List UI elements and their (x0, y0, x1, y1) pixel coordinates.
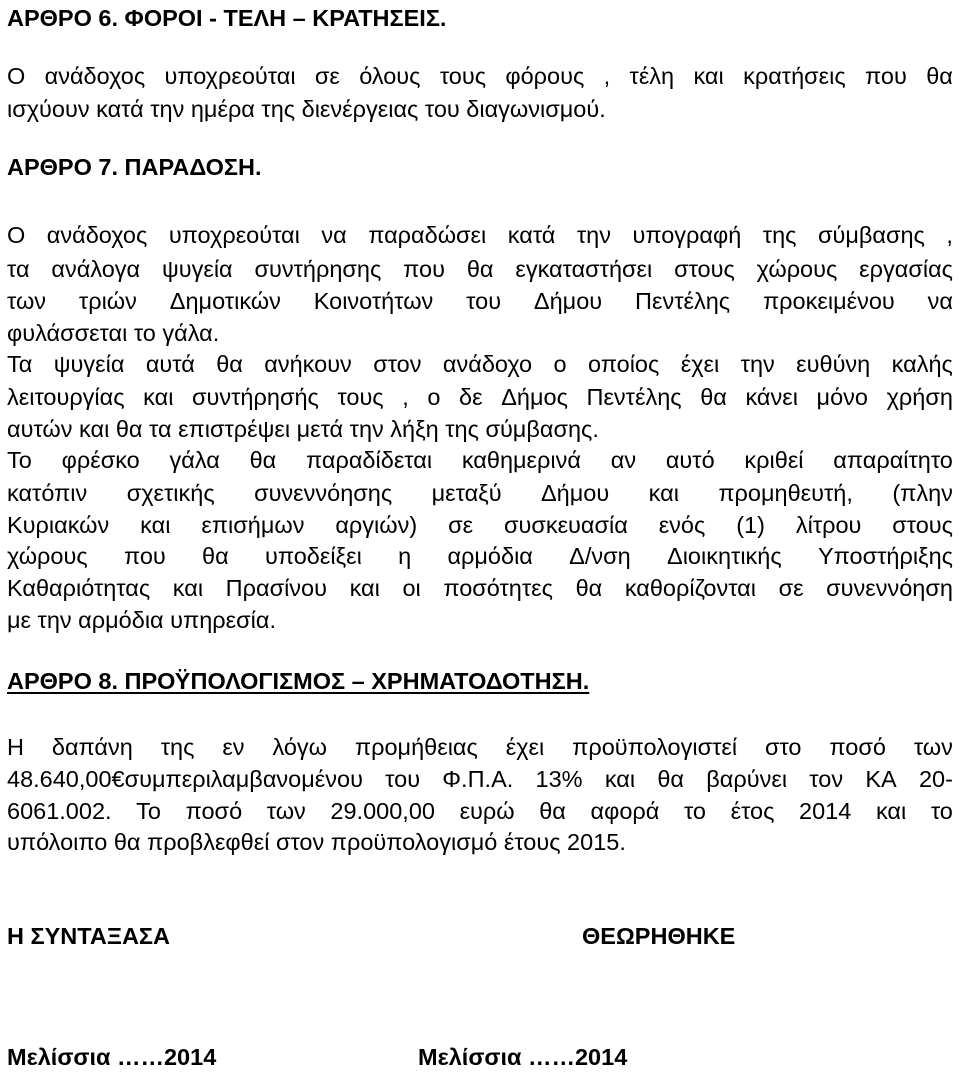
article-8-line: Η δαπάνη της εν λόγω προμήθειας έχει προϋπολογιστεί στο ποσό των (7, 734, 953, 760)
signature-right-date: Μελίσσια ……2014 (418, 1044, 628, 1070)
signature-right-title: ΘΕΩΡΗΘΗΚΕ (582, 923, 736, 949)
article-7-line: Τα ψυγεία αυτά θα ανήκουν στον ανάδοχο ο οποίος έχει την ευθύνη καλής (7, 351, 953, 377)
article-7-line: Ο ανάδοχος υποχρεούται να παραδώσει κατά την υπογραφή της σύμβασης , (7, 222, 953, 248)
article-7-line: λειτουργίας και συντήρησής τους , ο δε Δήμος Πεντέλης θα κάνει μόνο χρήση (7, 384, 953, 410)
article-7-line: τα ανάλογα ψυγεία συντήρησης που θα εγκαταστήσει στους χώρους εργασίας (7, 256, 953, 282)
article-7-line: με την αρμόδια υπηρεσία. (7, 607, 276, 633)
article-7-line: Καθαριότητας και Πρασίνου και οι ποσότητες θα καθορίζονται σε συνεννόηση (7, 575, 953, 601)
article-7-line: χώρους που θα υποδείξει η αρμόδια Δ/νση Διοικητικής Υποστήριξης (7, 543, 953, 569)
article-7-line: των τριών Δημοτικών Κοινοτήτων του Δήμου Πεντέλης προκειμένου να (7, 288, 953, 314)
article-8-line: υπόλοιπο θα προβλεφθεί στον προϋπολογισμό έτους 2015. (7, 829, 626, 855)
article-8-line: 6061.002. Το ποσό των 29.000,00 ευρώ θα αφορά το έτος 2014 και το (7, 798, 953, 824)
article-7-line: Το φρέσκο γάλα θα παραδίδεται καθημερινά αν αυτό κριθεί απαραίτητο (7, 447, 953, 473)
signature-left-date: Μελίσσια ……2014 (7, 1044, 217, 1070)
article-8-line: 48.640,00€συμπεριλαμβανομένου του Φ.Π.Α. 13% και θα βαρύνει τον ΚΑ 20- (7, 766, 953, 792)
article-6-line: Ο ανάδοχος υποχρεούται σε όλους τους φόρους , τέλη και κρατήσεις που θα (7, 63, 953, 89)
article-7-line: Κυριακών και επισήμων αργιών) σε συσκευασία ενός (1) λίτρου στους (7, 512, 953, 538)
article-7-heading: ΑΡΘΡΟ 7. ΠΑΡΑΔΟΣΗ. (7, 154, 262, 180)
article-7-line: φυλάσσεται το γάλα. (7, 320, 220, 346)
article-7-line: αυτών και θα τα επιστρέψει μετά την λήξη της σύμβασης. (7, 416, 599, 442)
article-6-heading: ΑΡΘΡΟ 6. ΦΟΡΟΙ - ΤΕΛΗ – ΚΡΑΤΗΣΕΙΣ. (7, 5, 447, 31)
article-8-heading: ΑΡΘΡΟ 8. ΠΡΟΫΠΟΛΟΓΙΣΜΟΣ – ΧΡΗΜΑΤΟΔΟΤΗΣΗ. (7, 668, 590, 694)
article-7-line: κατόπιν σχετικής συνεννόησης μεταξύ Δήμου και προμηθευτή, (πλην (7, 480, 953, 506)
article-6-line: ισχύουν κατά την ημέρα της διενέργειας του διαγωνισμού. (7, 96, 606, 122)
signature-left-title: Η ΣΥΝΤΑΞΑΣΑ (7, 923, 170, 949)
